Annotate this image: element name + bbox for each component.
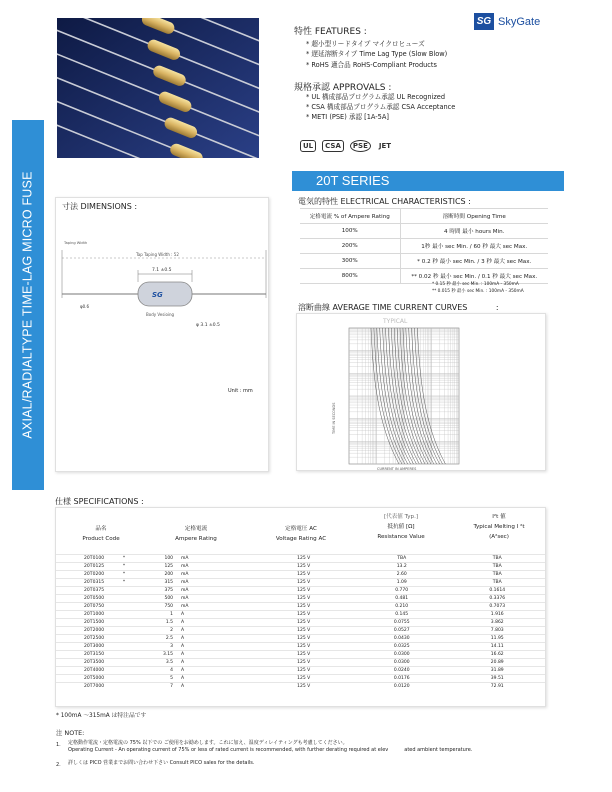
header-jp: I²t 値	[492, 514, 506, 520]
table-cell: 125 V	[253, 595, 354, 603]
table-header-row	[300, 209, 548, 224]
table-cell: 20T	[56, 659, 93, 667]
melting-header	[451, 512, 547, 542]
table-cell: mA	[173, 555, 253, 563]
table-cell: 300%	[300, 254, 400, 269]
table-cell: TBA	[449, 555, 545, 563]
table-cell: 125 V	[253, 587, 354, 595]
table-cell: 200%	[300, 239, 400, 254]
table-cell: 72.91	[449, 683, 545, 691]
table-cell: mA	[173, 587, 253, 595]
table-cell: 4000	[93, 667, 123, 675]
table-cell: 0.481	[354, 595, 449, 603]
table-cell: 7000	[93, 683, 123, 691]
table-cell: 0.0300	[354, 651, 449, 659]
table-row	[56, 683, 545, 691]
approval-item: * METI (PSE) 承認 [1A-5A]	[306, 113, 389, 122]
header-unit: (A²sec)	[489, 534, 509, 540]
table-cell: 20T	[56, 603, 93, 611]
table-cell: TBA	[354, 555, 449, 563]
header-en: Ampere Rating	[175, 536, 217, 542]
lead-diameter-label: φ0.6	[80, 304, 89, 309]
table-cell: 125 V	[253, 563, 354, 571]
table-cell: 0750	[93, 603, 123, 611]
taping-label-2: Tap Taping Width : 52	[136, 252, 179, 257]
table-cell: 2.60	[354, 571, 449, 579]
table-cell: 0.7073	[449, 603, 545, 611]
feature-item: * RoHS 適合品 RoHS-Compliant Products	[306, 60, 437, 69]
table-cell: *	[123, 555, 143, 563]
table-cell: mA	[173, 571, 253, 579]
table-cell: 125 V	[253, 579, 354, 587]
taping-label: Taping Width	[64, 241, 88, 245]
table-cell: 20T	[56, 683, 93, 691]
table-cell: 0.0527	[354, 627, 449, 635]
table-cell: 20T	[56, 643, 93, 651]
table-cell: A	[173, 611, 253, 619]
table-cell: 7.803	[449, 627, 545, 635]
approvals-list	[306, 92, 455, 123]
table-cell: A	[173, 651, 253, 659]
table-cell: 750	[143, 603, 173, 611]
ul-icon: UL	[300, 140, 316, 152]
table-cell: A	[173, 667, 253, 675]
table-cell: 0.0325	[354, 643, 449, 651]
table-row	[56, 651, 545, 659]
table-cell: 125 V	[253, 675, 354, 683]
table-cell: mA	[173, 603, 253, 611]
table-cell: *	[123, 563, 143, 571]
table-row	[56, 563, 545, 571]
electrical-notes	[432, 282, 524, 295]
table-cell: 0375	[93, 587, 123, 595]
table-cell: 200	[143, 571, 173, 579]
table-cell: 3.862	[449, 619, 545, 627]
electrical-note: * 0.15 秒 最小 sec Min. : 100mA - 350mA	[432, 282, 519, 287]
table-cell: 0200	[93, 571, 123, 579]
curves-title	[298, 302, 499, 313]
table-cell: 20T	[56, 611, 93, 619]
note-jp: 詳しくは PICO 営業までお問い合わせ下さい Consult PICO sales for the details.	[68, 760, 255, 766]
body-length-label: 7.1 ±0.5	[152, 268, 172, 273]
table-cell: 1.5	[143, 619, 173, 627]
table-cell: 20T	[56, 595, 93, 603]
table-cell: 125 V	[253, 635, 354, 643]
typical-label: TYPICAL	[383, 318, 408, 325]
pse-icon: PSE	[350, 140, 371, 152]
table-cell: 125 V	[253, 611, 354, 619]
table-cell: 13.2	[354, 563, 449, 571]
table-cell: 800%	[300, 269, 400, 284]
table-cell: 0.210	[354, 603, 449, 611]
table-cell: 125	[143, 563, 173, 571]
table-cell: A	[173, 675, 253, 683]
table-cell: 20T	[56, 675, 93, 683]
table-cell: 1.09	[354, 579, 449, 587]
table-row	[56, 595, 545, 603]
table-cell: 3500	[93, 659, 123, 667]
body-diameter-label: φ 3.1 ±0.5	[196, 323, 220, 328]
table-cell: 16.62	[449, 651, 545, 659]
table-cell: 0100	[93, 555, 123, 563]
note-en-part: ated ambient temperature.	[404, 747, 473, 753]
table-cell: 7	[143, 683, 173, 691]
table-cell: 20T	[56, 667, 93, 675]
table-cell: 1	[143, 611, 173, 619]
table-cell: 125 V	[253, 667, 354, 675]
table-cell: TBA	[449, 579, 545, 587]
table-cell	[123, 659, 143, 667]
note-item	[68, 740, 538, 754]
product-code-header	[56, 524, 146, 544]
feature-item: * 超小型リードタイプ マイクロヒューズ	[306, 40, 425, 48]
table-cell: 1秒 最小 sec Min. / 60 秒 最大 sec Max.	[400, 239, 548, 254]
specifications-title: 仕様 SPECIFICATIONS :	[55, 497, 144, 506]
table-cell: 0.0755	[354, 619, 449, 627]
unit-label: Unit : mm	[228, 388, 253, 394]
table-row	[56, 627, 545, 635]
table-cell: A	[173, 627, 253, 635]
product-photo	[57, 18, 259, 158]
table-cell: A	[173, 619, 253, 627]
table-cell: 100%	[300, 224, 400, 239]
table-cell: 20T	[56, 579, 93, 587]
table-cell: ** 0.02 秒 最小 sec Min. / 0.1 秒 最大 sec Max.	[400, 269, 548, 284]
table-cell: mA	[173, 595, 253, 603]
curves-title-colon: :	[495, 303, 499, 312]
table-cell: 1.916	[449, 611, 545, 619]
note-en	[68, 747, 538, 754]
table-row	[56, 611, 545, 619]
table-cell: A	[173, 635, 253, 643]
table-cell	[123, 667, 143, 675]
y-axis-label: TIME IN SECONDS	[332, 402, 336, 434]
side-banner-text: AXIAL/RADIALTYPE TIME-LAG MICRO FUSE	[21, 171, 35, 439]
table-cell	[123, 611, 143, 619]
table-cell: 0315	[93, 579, 123, 587]
table-row	[300, 254, 548, 269]
table-cell: 0.770	[354, 587, 449, 595]
table-cell: 0.0300	[354, 659, 449, 667]
specifications-panel	[55, 507, 546, 707]
table-cell: 0.3376	[449, 595, 545, 603]
header-en: Typical Melting I ²t	[473, 524, 525, 530]
header-jp: 品名	[95, 526, 107, 532]
curves-panel	[296, 313, 546, 471]
table-cell: 0.0120	[354, 683, 449, 691]
table-cell: 11.95	[449, 635, 545, 643]
table-cell: 20T	[56, 555, 93, 563]
table-row	[300, 239, 548, 254]
table-cell	[123, 619, 143, 627]
table-cell: 20T	[56, 651, 93, 659]
table-cell	[123, 627, 143, 635]
table-cell: 2	[143, 627, 173, 635]
table-cell: 5000	[93, 675, 123, 683]
note-number: 2.	[56, 762, 61, 768]
approval-item: * UL 構成部品プログラム承認 UL Recognized	[306, 93, 446, 101]
ampere-rating-header	[151, 524, 241, 544]
table-cell: 125 V	[253, 555, 354, 563]
feature-item: * 遅延溶断タイプ Time Lag Type (Slow Blow)	[306, 50, 448, 59]
dimension-drawing	[56, 198, 270, 473]
features-title: 特性 FEATURES :	[294, 27, 367, 37]
dimensions-title: 寸法 DIMENSIONS :	[62, 202, 138, 211]
electrical-table	[300, 208, 548, 284]
note-title: 注 NOTE:	[56, 729, 85, 737]
csa-icon: CSA	[322, 140, 344, 152]
table-cell: mA	[173, 579, 253, 587]
table-cell: 125 V	[253, 603, 354, 611]
approvals-title: 規格承認 APPROVALS :	[294, 83, 392, 93]
table-cell: 3150	[93, 651, 123, 659]
table-cell: 0.0176	[354, 675, 449, 683]
table-row	[56, 603, 545, 611]
table-row	[56, 571, 545, 579]
skygate-logo	[474, 13, 540, 30]
table-cell: A	[173, 643, 253, 651]
table-cell: mA	[173, 563, 253, 571]
table-cell: 39.51	[449, 675, 545, 683]
marking-label: Body Vesioing	[146, 312, 175, 317]
table-cell	[123, 587, 143, 595]
table-cell: 0.0430	[354, 635, 449, 643]
table-cell	[123, 651, 143, 659]
table-cell: A	[173, 659, 253, 667]
header-en: Product Code	[82, 536, 120, 542]
electrical-title: 電気的特性 ELECTRICAL CHARACTERISTICS :	[298, 197, 471, 206]
header-jp: 定格電流	[184, 526, 208, 532]
table-cell: 315	[143, 579, 173, 587]
header-typ: [代表値 Typ.]	[383, 514, 419, 520]
table-cell: 2500	[93, 635, 123, 643]
table-cell: 100	[143, 555, 173, 563]
approval-item: * CSA 構成部品プログラム承認 CSA Acceptance	[306, 103, 456, 112]
table-row	[56, 667, 545, 675]
table-cell	[123, 635, 143, 643]
table-cell: 20T	[56, 587, 93, 595]
header-en: Resistance Value	[377, 534, 425, 540]
body-mark: SG	[152, 291, 163, 299]
table-row	[56, 659, 545, 667]
note-number: 1.	[56, 742, 61, 748]
voltage-rating-header	[256, 524, 346, 544]
curves-title-text: 溶断曲線 AVERAGE TIME CURRENT CURVES	[298, 303, 468, 312]
table-cell	[123, 683, 143, 691]
table-cell: 3.5	[143, 659, 173, 667]
resistance-header	[356, 512, 446, 542]
table-row	[56, 555, 545, 563]
table-cell: 0125	[93, 563, 123, 571]
series-banner: 20T SERIES	[292, 171, 564, 191]
table-cell: 3.15	[143, 651, 173, 659]
table-cell: 2.5	[143, 635, 173, 643]
logo-mark: SG	[474, 13, 494, 30]
table-cell: *	[123, 579, 143, 587]
x-axis-label: CURRENT IN AMPERES	[377, 467, 417, 471]
table-cell: 0500	[93, 595, 123, 603]
dimensions-panel	[55, 197, 269, 472]
table-cell: 5	[143, 675, 173, 683]
table-cell: 125 V	[253, 571, 354, 579]
specifications-table	[56, 554, 545, 690]
jet-icon: JET	[378, 142, 392, 150]
table-cell: 0.145	[354, 611, 449, 619]
table-cell: TBA	[449, 563, 545, 571]
note-item	[68, 760, 538, 767]
table-cell	[123, 675, 143, 683]
table-cell: 1000	[93, 611, 123, 619]
table-cell: 125 V	[253, 643, 354, 651]
table-cell: 4 時間 最小 hours Min.	[400, 224, 548, 239]
table-cell	[123, 643, 143, 651]
table-cell: 375	[143, 587, 173, 595]
table-row	[56, 619, 545, 627]
table-cell: TBA	[449, 571, 545, 579]
table-cell: 20T	[56, 619, 93, 627]
header-en: Voltage Rating AC	[275, 536, 327, 542]
note-jp: 定格動作電流・定格電流の 75% 以下での ご使用をお勧めします。これに加え、温度ディレイティングも考慮してください。	[68, 740, 348, 746]
table-cell: 0.0240	[354, 667, 449, 675]
header-jp: 抵抗値 [Ω]	[387, 524, 415, 530]
table-cell	[123, 603, 143, 611]
table-cell: 1500	[93, 619, 123, 627]
table-cell: 125 V	[253, 683, 354, 691]
table-cell	[123, 595, 143, 603]
side-banner-text-wrap	[12, 120, 44, 490]
table-cell: 3	[143, 643, 173, 651]
table-cell: *	[123, 571, 143, 579]
time-current-curve-chart	[297, 314, 547, 472]
table-cell: * 0.2 秒 最小 sec Min. / 3 秒 最大 sec Max.	[400, 254, 548, 269]
table-cell: 125 V	[253, 627, 354, 635]
features-list	[306, 39, 447, 70]
table-cell: 20.89	[449, 659, 545, 667]
table-header: 定格電流 % of Ampere Rating	[300, 209, 400, 224]
certification-icons	[300, 140, 393, 152]
table-cell: A	[173, 683, 253, 691]
table-cell: 20T	[56, 627, 93, 635]
table-cell: 2000	[93, 627, 123, 635]
table-cell: 0.1614	[449, 587, 545, 595]
table-cell: 20T	[56, 563, 93, 571]
table-header: 溶断時間 Opening Time	[400, 209, 548, 224]
table-cell: 20T	[56, 635, 93, 643]
logo-name: SkyGate	[498, 15, 541, 28]
table-cell: 125 V	[253, 619, 354, 627]
table-cell: 500	[143, 595, 173, 603]
table-row	[56, 635, 545, 643]
header-jp: 定格電圧 AC	[285, 526, 317, 532]
special-order-note: * 100mA 〜315mA は特注品です	[56, 713, 147, 719]
table-cell: 125 V	[253, 651, 354, 659]
table-cell: 31.89	[449, 667, 545, 675]
table-row	[300, 224, 548, 239]
electrical-note: ** 0.015 秒 最小 sec Min. : 100mA - 350mA	[432, 288, 524, 294]
table-row	[56, 675, 545, 683]
table-cell: 14.11	[449, 643, 545, 651]
table-row	[56, 587, 545, 595]
table-cell: 125 V	[253, 659, 354, 667]
table-cell: 3000	[93, 643, 123, 651]
table-cell: 20T	[56, 571, 93, 579]
table-row	[56, 643, 545, 651]
table-row	[56, 579, 545, 587]
note-en-part: Operating Current - An operating current of 75% or less of rated current is recommended, with further derating required at elev	[68, 747, 389, 753]
table-cell: 4	[143, 667, 173, 675]
